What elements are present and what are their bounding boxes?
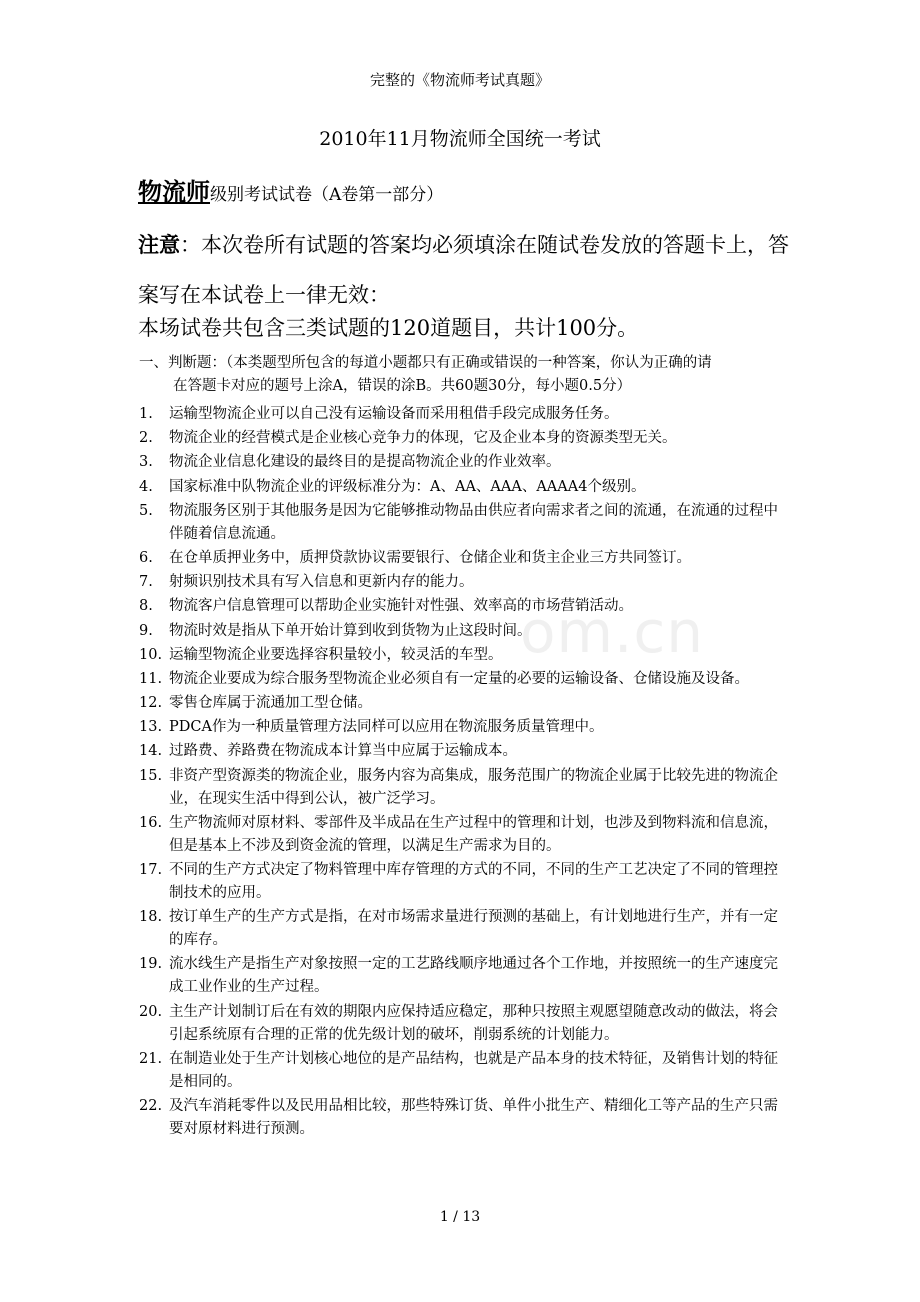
question-number: 19. (139, 956, 163, 973)
question-text: 生产物流师对原材料、零部件及半成品在生产过程中的管理和计划，也涉及到物料流和信息流，但是基本上不涉及到资金流的管理，以满足生产需求为目的。 (169, 814, 778, 854)
question-item (139, 500, 789, 546)
question-text: 不同的生产方式决定了物料管理中库存管理的方式的不同，不同的生产工艺决定了不同的管理控制技术的应用。 (169, 862, 778, 901)
question-number: 7. (139, 574, 153, 591)
question-text: PDCA作为一种质量管理方法同样可以应用在物流服务质量管理中。 (169, 719, 604, 736)
question-list (139, 403, 789, 1142)
question-text: 及汽车消耗零件以及民用品相比较，那些特殊订货、单件小批生产、精细化工等产品的生产只需要对原材料进行预测。 (169, 1097, 778, 1137)
question-text: 流水线生产是指生产对象按照一定的工艺路线顺序地通过各个工作地，并按照统一的生产速度完成工业作业的生产过程。 (169, 956, 778, 996)
paper-subtitle: 级别考试试卷（A卷第一部分） (210, 185, 444, 205)
notice-text: ：本次卷所有试题的答案均必须填涂在随试卷发放的答题卡上，答案写在本试卷上一律无效： (138, 233, 789, 307)
question-number: 9. (139, 622, 153, 639)
question-number: 14. (139, 743, 163, 760)
question-item (139, 547, 789, 570)
question-number: 11. (139, 670, 163, 687)
score-summary: 本场试卷共包含三类试题的120道题目，共计100分。 (138, 316, 639, 340)
question-number: 18. (139, 909, 163, 926)
question-text: 在制造业处于生产计划核心地位的是产品结构，也就是产品本身的技术特征，及销售计划的特征是相同的。 (169, 1050, 778, 1090)
section-intro (139, 352, 789, 398)
question-item (139, 812, 789, 858)
exam-title: 2010年11月物流师全国统一考试 (319, 128, 601, 150)
page-number: 1 / 13 (439, 1209, 481, 1225)
question-number: 5. (139, 502, 153, 519)
section-intro-line2: 在答题卡对应的题号上涂A，错误的涂B。共60题30分，每小题0.5分） (173, 378, 632, 394)
question-item (139, 1048, 789, 1094)
paper-level: 物流师 (138, 177, 210, 206)
question-item (139, 620, 789, 643)
question-number: 8. (139, 598, 153, 615)
question-item (139, 953, 789, 999)
question-number: 1. (139, 406, 153, 422)
question-item (139, 571, 789, 594)
question-number: 20. (139, 1003, 163, 1020)
question-number: 12. (139, 695, 163, 712)
question-number: 15. (139, 767, 163, 784)
question-number: 2. (139, 430, 153, 447)
paper-title (138, 172, 443, 207)
question-item (139, 859, 789, 905)
question-text: 运输型物流企业可以自己没有运输设备而采用租借手段完成服务任务。 (169, 406, 619, 422)
question-number: 3. (139, 454, 153, 471)
question-item (139, 716, 789, 739)
question-item (139, 668, 789, 691)
question-text: 国家标准中队物流企业的评级标准分为：A、AA、AAA、AAAA4个级别。 (169, 478, 646, 495)
watermark: om.cn (520, 598, 705, 666)
question-number: 10. (139, 646, 163, 663)
question-number: 22. (139, 1097, 163, 1114)
document-header: 完整的《物流师考试真题》 (369, 71, 550, 89)
question-text: 在仓单质押业务中，质押贷款协议需要银行、仓储企业和货主企业三方共同签订。 (169, 549, 691, 566)
question-text: 零售仓库属于流通加工型仓储。 (169, 695, 372, 712)
notice-label: 注意 (138, 232, 180, 257)
question-number: 13. (139, 719, 163, 736)
question-number: 6. (139, 549, 153, 566)
question-text: 按订单生产的生产方式是指，在对市场需求量进行预测的基础上，有计划地进行生产，并有一定的库存。 (169, 909, 778, 949)
notice (138, 220, 798, 320)
question-text: 物流时效是指从下单开始计算到收到货物为止这段时间。 (169, 622, 532, 639)
question-item (139, 403, 789, 426)
question-item (139, 906, 789, 952)
question-text: 物流服务区别于其他服务是因为它能够推动物品由供应者向需求者之间的流通，在流通的过程中伴随着信息流通。 (169, 502, 778, 542)
question-text: 运输型物流企业要选择容积量较小，较灵活的车型。 (169, 646, 503, 663)
question-item (139, 476, 789, 499)
question-item (139, 692, 789, 715)
question-text: 主生产计划制订后在有效的期限内应保持适应稳定，那种只按照主观愿望随意改动的做法，将会引起系统原有合理的正常的优先级计划的破坏，削弱系统的计划能力。 (169, 1003, 778, 1043)
question-text: 物流企业信息化建设的最终目的是提高物流企业的作业效率。 (169, 454, 561, 471)
question-number: 21. (139, 1050, 163, 1067)
question-item (139, 765, 789, 811)
question-text: 射频识别技术具有写入信息和更新内存的能力。 (169, 574, 474, 591)
question-number: 17. (139, 862, 163, 878)
question-item (139, 644, 789, 667)
question-item (139, 595, 789, 618)
question-item (139, 1001, 789, 1047)
question-text: 过路费、养路费在物流成本计算当中应属于运输成本。 (169, 743, 517, 760)
question-item (139, 1095, 789, 1141)
question-item (139, 451, 789, 474)
question-number: 4. (139, 478, 153, 495)
question-number: 16. (139, 814, 163, 831)
question-text: 物流企业要成为综合服务型物流企业必须自有一定量的必要的运输设备、仓储设施及设备。 (169, 670, 749, 687)
section-intro-line1: 一、判断题：（本类题型所包含的每道小题都只有正确或错误的一种答案，你认为正确的请 (139, 355, 712, 371)
question-item (139, 427, 789, 450)
question-text: 非资产型资源类的物流企业，服务内容为高集成，服务范围广的物流企业属于比较先进的物流企业，在现实生活中得到公认，被广泛学习。 (169, 767, 778, 807)
question-item (139, 740, 789, 763)
question-text: 物流企业的经营模式是企业核心竞争力的体现，它及企业本身的资源类型无关。 (169, 430, 677, 447)
question-text: 物流客户信息管理可以帮助企业实施针对性强、效率高的市场营销活动。 (169, 598, 633, 615)
